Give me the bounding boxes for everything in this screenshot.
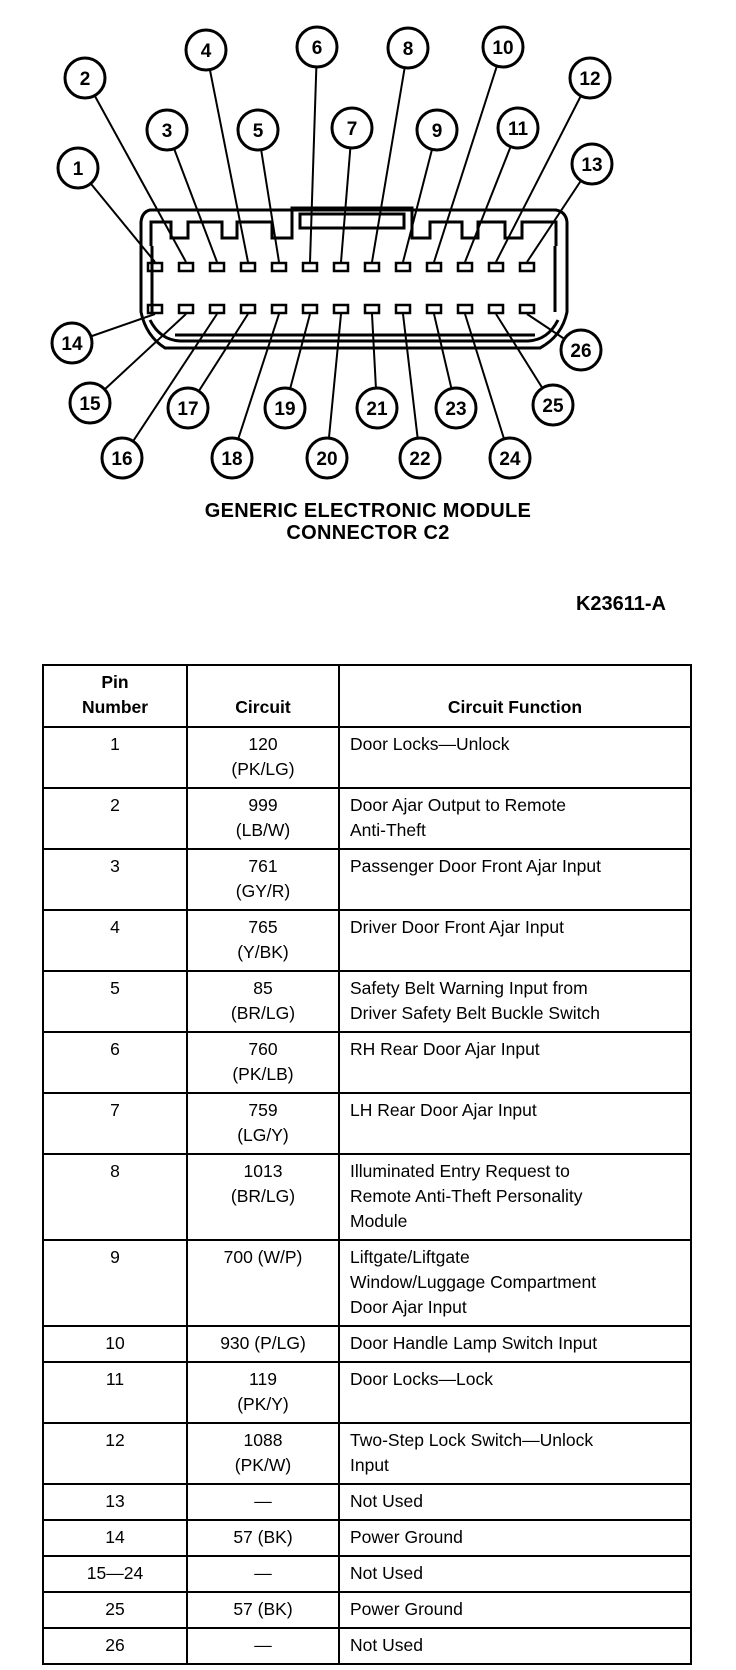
pin-number-cell: 10 xyxy=(43,1326,187,1362)
circuit-cell: 120 (PK/LG) xyxy=(187,727,339,788)
leader-line-11 xyxy=(465,128,518,262)
pinout-table xyxy=(42,664,692,1665)
callout-label: 14 xyxy=(61,334,83,355)
table-row xyxy=(43,1154,691,1240)
table-row xyxy=(43,1240,691,1326)
pin-callout-4 xyxy=(186,30,226,70)
pin-slot-4 xyxy=(241,263,255,271)
pin-callout-7 xyxy=(332,108,372,148)
pin-slot-26 xyxy=(520,305,534,313)
circuit-function-cell: Door Locks—Lock xyxy=(339,1362,691,1423)
pin-slot-2 xyxy=(179,263,193,271)
table-row xyxy=(43,727,691,788)
callout-label: 26 xyxy=(570,341,592,362)
circuit-function-cell: Liftgate/Liftgate Window/Luggage Compartment Door Ajar Input xyxy=(339,1240,691,1326)
callout-label: 2 xyxy=(79,69,91,90)
table-row xyxy=(43,1362,691,1423)
header-circuit-function: Circuit Function xyxy=(339,665,691,727)
circuit-function-cell: Illuminated Entry Request to Remote Anti-Theft Personality Module xyxy=(339,1154,691,1240)
leader-line-8 xyxy=(372,48,408,262)
header-pin-number: Pin Number xyxy=(43,665,187,727)
pin-callout-15 xyxy=(70,383,110,423)
circuit-function-cell: Passenger Door Front Ajar Input xyxy=(339,849,691,910)
circuit-function-cell: Power Ground xyxy=(339,1520,691,1556)
table-row xyxy=(43,1556,691,1592)
diagram-subtitle: CONNECTOR C2 xyxy=(286,522,450,544)
pin-slot-22 xyxy=(396,305,410,313)
callout-label: 3 xyxy=(161,121,173,142)
pin-number-cell: 1 xyxy=(43,727,187,788)
pin-callout-16 xyxy=(102,438,142,478)
circuit-function-cell: Door Locks—Unlock xyxy=(339,727,691,788)
callout-label: 25 xyxy=(542,396,564,417)
callout-label: 19 xyxy=(274,399,296,420)
connector-diagram xyxy=(0,0,736,580)
pin-slot-7 xyxy=(334,263,348,271)
pin-number-cell: 8 xyxy=(43,1154,187,1240)
callout-label: 1 xyxy=(72,159,84,180)
pin-slot-25 xyxy=(489,305,503,313)
circuit-function-cell: Not Used xyxy=(339,1484,691,1520)
circuit-cell: 760 (PK/LB) xyxy=(187,1032,339,1093)
circuit-cell: 930 (P/LG) xyxy=(187,1326,339,1362)
pin-callout-18 xyxy=(212,438,252,478)
table-row xyxy=(43,1093,691,1154)
table-header-row xyxy=(43,665,691,727)
pin-slot-11 xyxy=(458,263,472,271)
diagram-title: GENERIC ELECTRONIC MODULE xyxy=(204,500,532,522)
circuit-cell: 765 (Y/BK) xyxy=(187,910,339,971)
table-row xyxy=(43,1484,691,1520)
header-circuit: Circuit xyxy=(187,665,339,727)
circuit-cell: — xyxy=(187,1628,339,1664)
pin-slot-3 xyxy=(210,263,224,271)
pin-number-cell: 2 xyxy=(43,788,187,849)
pin-slots xyxy=(148,263,534,313)
table-row xyxy=(43,1628,691,1664)
circuit-cell: — xyxy=(187,1484,339,1520)
callout-label: 5 xyxy=(252,121,264,142)
table-row xyxy=(43,1326,691,1362)
pin-number-cell: 26 xyxy=(43,1628,187,1664)
leader-line-4 xyxy=(206,50,248,262)
circuit-function-cell: LH Rear Door Ajar Input xyxy=(339,1093,691,1154)
pin-number-cell: 12 xyxy=(43,1423,187,1484)
pin-slot-17 xyxy=(241,305,255,313)
circuit-cell: 57 (BK) xyxy=(187,1592,339,1628)
callout-label: 22 xyxy=(409,449,431,470)
callout-label: 17 xyxy=(177,399,199,420)
callout-label: 24 xyxy=(499,449,521,470)
pin-callout-17 xyxy=(168,388,208,428)
circuit-cell: — xyxy=(187,1556,339,1592)
pin-slot-5 xyxy=(272,263,286,271)
table-row xyxy=(43,849,691,910)
callout-label: 20 xyxy=(316,449,338,470)
pin-slot-6 xyxy=(303,263,317,271)
callout-label: 11 xyxy=(507,119,529,140)
table-row xyxy=(43,1592,691,1628)
leader-line-10 xyxy=(431,47,503,262)
circuit-cell: 761 (GY/R) xyxy=(187,849,339,910)
pin-callout-8 xyxy=(388,28,428,68)
table-row xyxy=(43,1032,691,1093)
callout-label: 8 xyxy=(402,39,414,60)
circuit-function-cell: Power Ground xyxy=(339,1592,691,1628)
pin-callout-24 xyxy=(490,438,530,478)
pin-number-cell: 14 xyxy=(43,1520,187,1556)
callout-label: 16 xyxy=(111,449,133,470)
pin-slot-14 xyxy=(148,305,162,313)
table-row xyxy=(43,971,691,1032)
callout-label: 9 xyxy=(431,121,443,142)
circuit-function-cell: Safety Belt Warning Input from Driver Safety Belt Buckle Switch xyxy=(339,971,691,1032)
pin-slot-20 xyxy=(334,305,348,313)
pin-callout-20 xyxy=(307,438,347,478)
pin-callout-6 xyxy=(297,27,337,67)
pin-callout-19 xyxy=(265,388,305,428)
figure-id: K23611-A xyxy=(575,593,666,615)
pin-slot-8 xyxy=(365,263,379,271)
circuit-cell: 85 (BR/LG) xyxy=(187,971,339,1032)
pin-callout-23 xyxy=(436,388,476,428)
callout-label: 23 xyxy=(445,399,467,420)
pin-callout-13 xyxy=(572,144,612,184)
pin-callout-21 xyxy=(357,388,397,428)
circuit-cell: 700 (W/P) xyxy=(187,1240,339,1326)
callout-label: 13 xyxy=(581,155,603,176)
circuit-function-cell: Not Used xyxy=(339,1556,691,1592)
pin-slot-9 xyxy=(396,263,410,271)
leader-line-6 xyxy=(310,47,317,262)
pin-number-cell: 5 xyxy=(43,971,187,1032)
circuit-function-cell: Not Used xyxy=(339,1628,691,1664)
pin-slot-24 xyxy=(458,305,472,313)
pin-number-cell: 11 xyxy=(43,1362,187,1423)
pin-slot-15 xyxy=(179,305,193,313)
pin-slot-23 xyxy=(427,305,441,313)
circuit-function-cell: RH Rear Door Ajar Input xyxy=(339,1032,691,1093)
table-row xyxy=(43,788,691,849)
callout-label: 7 xyxy=(346,119,358,140)
circuit-cell: 999 (LB/W) xyxy=(187,788,339,849)
table-row xyxy=(43,1520,691,1556)
circuit-function-cell: Driver Door Front Ajar Input xyxy=(339,910,691,971)
callout-label: 21 xyxy=(366,399,388,420)
callout-label: 15 xyxy=(79,394,101,415)
table-row xyxy=(43,910,691,971)
circuit-function-cell: Door Handle Lamp Switch Input xyxy=(339,1326,691,1362)
pin-callout-11 xyxy=(498,108,538,148)
pin-slot-10 xyxy=(427,263,441,271)
callout-label: 6 xyxy=(311,38,323,59)
pin-callout-14 xyxy=(52,323,92,363)
circuit-cell: 1088 (PK/W) xyxy=(187,1423,339,1484)
pin-slot-21 xyxy=(365,305,379,313)
pin-callout-12 xyxy=(570,58,610,98)
pin-number-cell: 7 xyxy=(43,1093,187,1154)
pin-callout-5 xyxy=(238,110,278,150)
pin-callout-1 xyxy=(58,148,98,188)
pin-slot-12 xyxy=(489,263,503,271)
callout-label: 18 xyxy=(221,449,243,470)
pin-slot-1 xyxy=(148,263,162,271)
pin-number-cell: 25 xyxy=(43,1592,187,1628)
pin-callout-25 xyxy=(533,385,573,425)
pin-number-cell: 15—24 xyxy=(43,1556,187,1592)
pin-slot-13 xyxy=(520,263,534,271)
circuit-cell: 1013 (BR/LG) xyxy=(187,1154,339,1240)
pin-slot-19 xyxy=(303,305,317,313)
callout-label: 4 xyxy=(200,41,212,62)
pin-callout-2 xyxy=(65,58,105,98)
circuit-function-cell: Two-Step Lock Switch—Unlock Input xyxy=(339,1423,691,1484)
pin-callout-10 xyxy=(483,27,523,67)
pin-callout-22 xyxy=(400,438,440,478)
pin-number-cell: 9 xyxy=(43,1240,187,1326)
callout-label: 10 xyxy=(492,38,514,59)
pin-number-cell: 3 xyxy=(43,849,187,910)
leader-line-2 xyxy=(85,78,186,262)
circuit-cell: 57 (BK) xyxy=(187,1520,339,1556)
pin-callout-26 xyxy=(561,330,601,370)
pin-callout-3 xyxy=(147,110,187,150)
callout-label: 12 xyxy=(579,69,601,90)
pin-number-cell: 4 xyxy=(43,910,187,971)
circuit-cell: 119 (PK/Y) xyxy=(187,1362,339,1423)
pin-slot-16 xyxy=(210,305,224,313)
pin-slot-18 xyxy=(272,305,286,313)
table-row xyxy=(43,1423,691,1484)
pin-number-cell: 6 xyxy=(43,1032,187,1093)
circuit-function-cell: Door Ajar Output to Remote Anti-Theft xyxy=(339,788,691,849)
circuit-cell: 759 (LG/Y) xyxy=(187,1093,339,1154)
pin-number-cell: 13 xyxy=(43,1484,187,1520)
pin-callout-9 xyxy=(417,110,457,150)
